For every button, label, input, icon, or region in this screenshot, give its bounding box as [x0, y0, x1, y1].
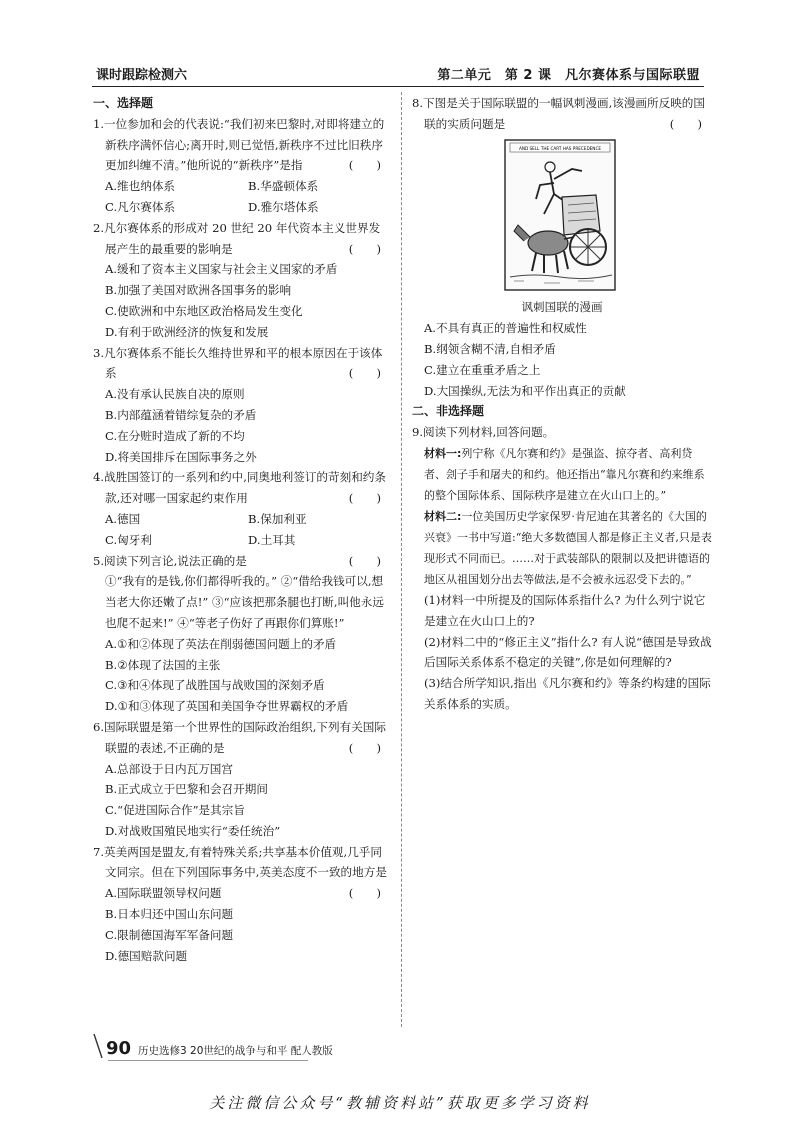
question-4 [93, 467, 391, 550]
option-d[interactable]: D.德国赔款问题 [105, 948, 188, 963]
option-b[interactable]: B.日本归还中国山东问题 [105, 907, 234, 922]
option-a[interactable]: A.①和②体现了英法在削弱德国问题上的矛盾 [105, 636, 337, 651]
answer-paren[interactable]: ( ) [669, 116, 702, 131]
header-rule [92, 86, 704, 87]
option-c[interactable]: C.③和④体现了战胜国与战败国的深刻矛盾 [105, 678, 325, 693]
question-5 [93, 551, 391, 717]
bottom-watermark-note: 关注微信公众号“教辅资料站”获取更多学习资料 [209, 1094, 591, 1112]
right-column [412, 93, 712, 715]
option-c[interactable]: C.凡尔赛体系 [105, 199, 176, 214]
cartoon-caption: 讽刺国联的漫画 [521, 300, 603, 315]
book-title: 历史选修3 20世纪的战争与和平 配人教版 [138, 1045, 333, 1057]
left-column [93, 93, 391, 966]
option-a[interactable]: A.缓和了资本主义国家与社会主义国家的矛盾 [105, 262, 338, 277]
question-stem: 9.阅读下列材料,回答问题。 [412, 425, 555, 440]
cartoon-illustration [504, 139, 616, 291]
header-right-title: 第二单元 第 2 课 凡尔赛体系与国际联盟 [437, 68, 700, 83]
option-d[interactable]: D.大国操纵,无法为和平作出真正的贡献 [424, 383, 626, 398]
option-d[interactable]: D.将美国排斥在国际事务之外 [105, 449, 257, 464]
question-stem: 2.凡尔赛体系的形成对 20 世纪 20 年代资本主义世界发展产生的最重要的影响是 ( ) [93, 218, 391, 260]
footer-slash-mark [92, 1034, 104, 1058]
question-3 [93, 343, 391, 468]
option-c[interactable]: C.使欧洲和中东地区政治格局发生变化 [105, 303, 303, 318]
question-quote: ①“我有的是钱,你们都得听我的。” ②“借给我钱可以,想当老大你还嫩了点!” ③“应该把那条腿也打断,叫他永远也爬不起来!” ④“等老子伤好了再跟你们算账!” [105, 574, 384, 630]
material-two: 材料二:一位美国历史学家保罗·肯尼迪在其著名的《大国的兴衰》一书中写道:“绝大多数德国人都是修正主义者,只是表现形式不同而已。……对于武装部队的限制以及把讲德语的地区从祖国划分出去等做法,是不会被永远忍受下去的。” [424, 509, 712, 586]
option-a[interactable]: A.没有承认民族自决的原则 [105, 387, 245, 402]
question-6 [93, 717, 391, 842]
footer-rule [108, 1060, 308, 1061]
option-d[interactable]: D.对战败国殖民地实行“委任统治” [105, 823, 281, 838]
option-d[interactable]: D.有利于欧洲经济的恢复和发展 [105, 324, 269, 339]
question-stem: 5.阅读下列言论,说法正确的是 ( ) [93, 551, 391, 572]
question-8 [412, 93, 712, 401]
option-a[interactable]: A.不具有真正的普遍性和权威性 [424, 321, 587, 336]
header-left-title: 课时跟踪检测六 [96, 68, 188, 83]
question-9 [412, 422, 712, 715]
answer-paren[interactable]: ( ) [348, 553, 381, 568]
answer-paren[interactable]: ( ) [348, 491, 381, 506]
question-2 [93, 218, 391, 343]
question-stem: 1.一位参加和会的代表说:“我们初来巴黎时,对即将建立的新秩序满怀信心;离开时,则已觉悟,新秩序不过比旧秩序更加纠缠不清。”他所说的“新秩序”是指 ( ) [93, 114, 391, 176]
option-b[interactable]: B.②体现了法国的主张 [105, 657, 221, 672]
question-stem: 3.凡尔赛体系不能长久维持世界和平的根本原因在于该体系 ( ) [93, 343, 391, 385]
answer-paren[interactable]: ( ) [348, 366, 381, 381]
question-1 [93, 114, 391, 218]
option-b[interactable]: B.加强了美国对欧洲各国事务的影响 [105, 283, 292, 298]
section-title-choice: 一、选择题 [93, 96, 154, 110]
subquestion-3: (3)结合所学知识,指出《凡尔赛和约》等条约构建的国际关系体系的实质。 [424, 676, 711, 711]
option-a[interactable]: A.德国 [105, 511, 141, 526]
option-d[interactable]: D.土耳其 [248, 532, 296, 547]
subquestion-2: (2)材料二中的“修正主义”指什么? 有人说“德国是导致战后国际关系体系不稳定的关键”,你是如何理解的? [424, 634, 712, 670]
option-d[interactable]: D.①和③体现了英国和美国争夺世界霸权的矛盾 [105, 699, 349, 714]
question-stem: 7.英美两国是盟友,有着特殊关系;共享基本价值观,几乎同文同宗。但在下列国际事务中,英美态度不一致的地方是 ( ) [93, 842, 391, 884]
option-a[interactable]: A.维也纳体系 [105, 179, 176, 194]
cartoon-figure [504, 139, 614, 298]
section-title-essay: 二、非选择题 [412, 404, 485, 419]
material-one: 材料一:列宁称《凡尔赛和约》是强盗、掠夺者、高利贷者、刽子手和屠夫的和约。他还指出“靠凡尔赛和约来维系的整个国际体系、国际秩序是建立在火山口上的。” [424, 446, 705, 502]
subquestion-1: (1)材料一中所提及的国际体系指什么? 为什么列宁说它是建立在火山口上的? [424, 592, 706, 628]
answer-paren[interactable]: ( ) [348, 241, 381, 256]
answer-paren[interactable]: ( ) [348, 158, 381, 173]
page-number: 90 [106, 1038, 132, 1059]
question-stem: 4.战胜国签订的一系列和约中,同奥地利签订的苛刻和约条款,还对哪一国家起约束作用 ( ) [93, 467, 391, 509]
option-b[interactable]: B.纲领含糊不清,自相矛盾 [424, 341, 556, 356]
option-b[interactable]: B.正式成立于巴黎和会召开期间 [105, 782, 268, 797]
option-c[interactable]: C.匈牙利 [105, 532, 152, 547]
column-divider [401, 92, 402, 1027]
option-c[interactable]: C.建立在重重矛盾之上 [424, 362, 541, 377]
question-stem: 6.国际联盟是第一个世界性的国际政治组织,下列有关国际联盟的表述,不正确的是 ( ) [93, 717, 391, 759]
cartoon-banner-text: AND SELL THE CART HAS PRECEDENCE [518, 145, 602, 151]
option-b[interactable]: B.内部蕴涵着错综复杂的矛盾 [105, 407, 257, 422]
option-b[interactable]: B.华盛顿体系 [248, 179, 319, 194]
option-d[interactable]: D.雅尔塔体系 [248, 199, 319, 214]
option-c[interactable]: C.限制德国海军军备问题 [105, 927, 234, 942]
question-stem: 8.下图是关于国际联盟的一幅讽刺漫画,该漫画所反映的国联的实质问题是 ( ) [412, 93, 712, 135]
answer-paren[interactable]: ( ) [348, 886, 381, 901]
option-a[interactable]: A.国际联盟领导权问题 [105, 886, 222, 901]
option-c[interactable]: C.“促进国际合作”是其宗旨 [105, 803, 245, 818]
answer-paren[interactable]: ( ) [348, 740, 381, 755]
option-c[interactable]: C.在分赃时造成了新的不均 [105, 428, 245, 443]
option-b[interactable]: B.保加利亚 [248, 511, 307, 526]
question-7 [93, 842, 391, 967]
option-a[interactable]: A.总部设于日内瓦万国宫 [105, 761, 233, 776]
